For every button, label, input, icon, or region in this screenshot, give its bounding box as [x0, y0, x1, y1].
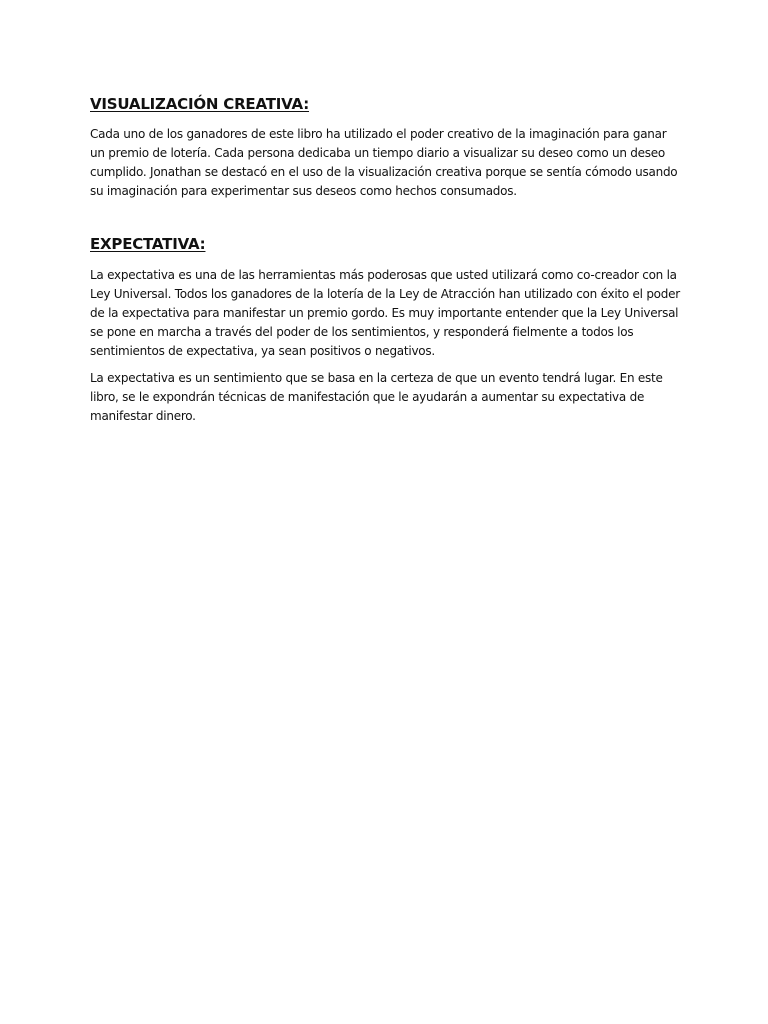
- section-heading-expectativa: EXPECTATIVA:: [90, 235, 206, 253]
- section-heading-visualizacion: VISUALIZACIÓN CREATIVA:: [90, 95, 310, 113]
- document-page: [90, 94, 682, 426]
- paragraph-expectativa-1: La expectativa es una de las herramientas más poderosas que usted utilizará como co-creador con la Ley Universal. Todos los ganadores de la lotería de la Ley de Atracción han utilizado con éxito el poder de la expectativa para manifestar un premio gordo. Es muy importante entender que la Ley Universal se pone en marcha a través del poder de los sentimientos, y responderá fielmente a todos los sentimientos de expectativa, ya sean positivos o negativos.: [90, 268, 680, 358]
- paragraph-visualizacion: Cada uno de los ganadores de este libro ha utilizado el poder creativo de la imaginación para ganar un premio de lotería. Cada persona dedicaba un tiempo diario a visualizar su deseo como un deseo cumplido. Jonathan se destacó en el uso de la visualización creativa porque se sentía cómodo usando su imaginación para experimentar sus deseos como hechos consumados.: [90, 127, 678, 198]
- paragraph-expectativa-2: La expectativa es un sentimiento que se basa en la certeza de que un evento tendrá lugar. En este libro, se le expondrán técnicas de manifestación que le ayudarán a aumentar su expectativa de manifestar dinero.: [90, 371, 663, 423]
